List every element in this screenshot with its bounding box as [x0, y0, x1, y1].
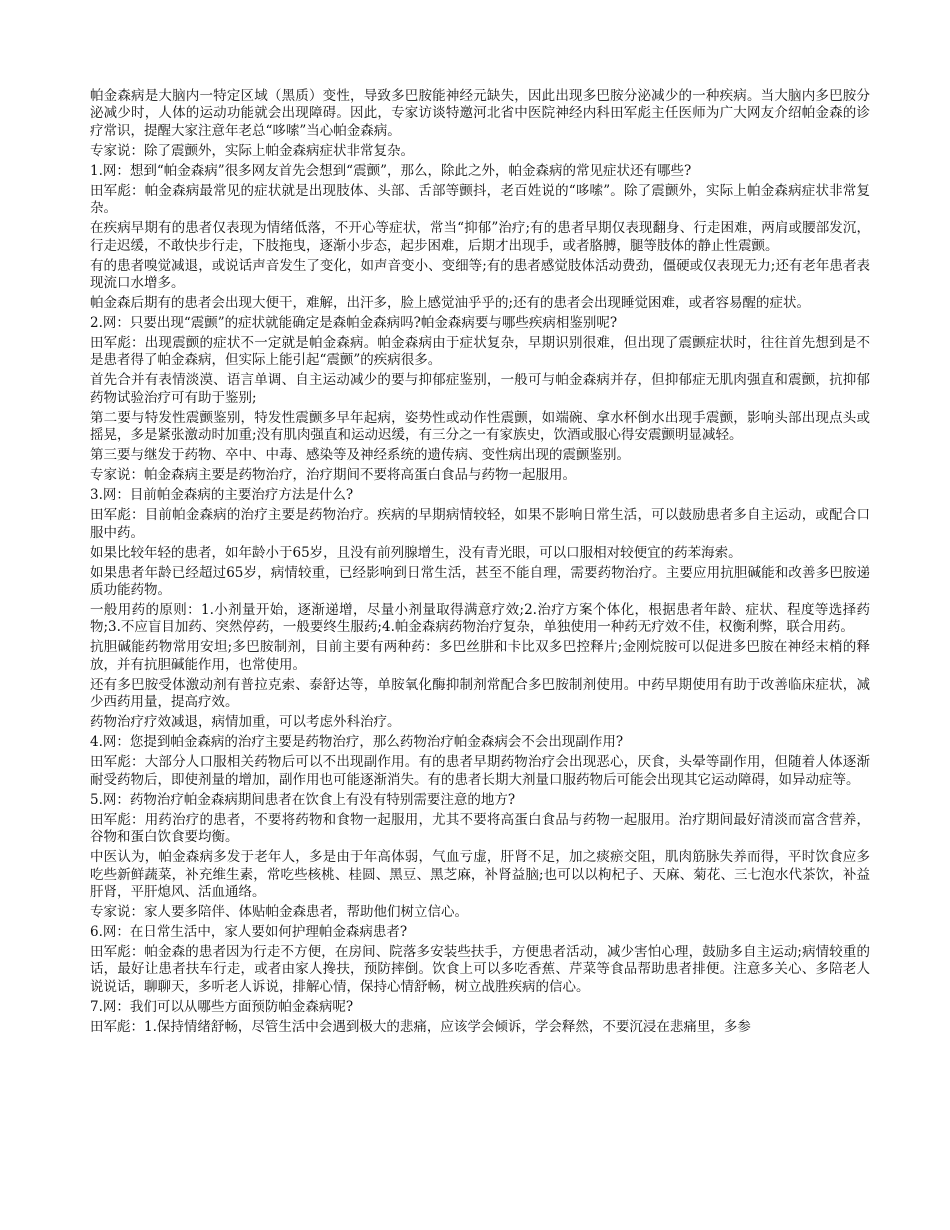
paragraph: 药物治疗疗效减退，病情加重，可以考虑外科治疗。 [90, 714, 401, 731]
paragraph: 田军彪：1.保持情绪舒畅，尽管生活中会遇到极大的悲痛，应该学会倾诉，学会释然，不要沉浸在悲痛里，多参 [90, 1018, 751, 1035]
paragraph: 2.网：只要出现“震颤”的症状就能确定是森帕金森病吗?帕金森病要与哪些疾病相鉴别呢? [90, 315, 618, 332]
paragraph: 田军彪：帕金森病最常见的症状就是出现肢体、头部、舌部等颤抖，老百姓说的“哆嗦”。除了震颤外，实际上帕金森病症状非常复杂。 [90, 182, 870, 217]
paragraph: 如果比较年轻的患者，如年龄小于65岁，且没有前列腺增生，没有青光眼，可以口服相对较便宜的药苯海索。 [90, 544, 742, 561]
paragraph: 帕金森后期有的患者会出现大便干，难解，出汗多，脸上感觉油乎乎的;还有的患者会出现睡觉困难，或者容易醒的症状。 [90, 295, 811, 312]
paragraph: 有的患者嗅觉减退，或说话声音发生了变化，如声音变小、变细等;有的患者感觉肢体活动费劲，僵硬或仅表现无力;还有老年患者表现流口水增多。 [90, 257, 870, 292]
paragraph: 田军彪：帕金森的患者因为行走不方便，在房间、院落多安装些扶手，方便患者活动，减少害怕心理，鼓励多自主运动;病情较重的话，最好让患者扶车行走，或者由家人搀扶，预防摔倒。饮食上可以多吃香蕉、芹菜等食品帮助患者排便。注意多关心、多陪老人说说话，聊聊天，多听老人诉说，排解心情，保持心情舒畅，树立战胜疾病的信心。 [90, 943, 870, 995]
paragraph: 还有多巴胺受体激动剂有普拉克索、泰舒达等，单胺氧化酶抑制剂常配合多巴胺制剂使用。中药早期使用有助于改善临床症状，减少西药用量，提高疗效。 [90, 676, 870, 711]
paragraph: 抗胆碱能药物常用安坦;多巴胺制剂，目前主要有两种药：多巴丝肼和卡比双多巴控释片;金刚烷胺可以促进多巴胺在神经末梢的释放，并有抗胆碱能作用，也常使用。 [90, 639, 870, 673]
paragraph: 3.网：目前帕金森病的主要治疗方法是什么? [90, 487, 354, 504]
paragraph: 中医认为，帕金森病多发于老年人，多是由于年高体弱，气血亏虚，肝肾不足，加之痰瘀交阻，肌肉筋脉失养而得，平时饮食应多吃些新鲜蔬菜，补充维生素，常吃些核桃、桂圆、黑豆、黑芝麻，补肾益脑;也可以以枸杞子、天麻、菊花、三七泡水代茶饮，补益肝肾，平肝熄风、活血通络。 [90, 849, 870, 900]
paragraph: 第三要与继发于药物、卒中、中毒、感染等及神经系统的遗传病、变性病出现的震颤鉴别。 [90, 447, 630, 464]
paragraph: 专家说：帕金森病主要是药物治疗，治疗期间不要将高蛋白食品与药物一起服用。 [90, 467, 576, 484]
paragraph: 4.网：您提到帕金森病的治疗主要是药物治疗，那么药物治疗帕金森病会不会出现副作用? [90, 734, 624, 751]
paragraph: 7.网：我们可以从哪些方面预防帕金森病呢? [90, 998, 354, 1015]
paragraph: 第二要与特发性震颤鉴别，特发性震颤多早年起病，姿势性或动作性震颤，如端碗、拿水杯倒水出现手震颤，影响头部出现点头或摇晃，多是紧张激动时加重;没有肌肉强直和运动迟缓，有三分之一有家族史，饮酒或服心得安震颤明显减轻。 [90, 409, 870, 444]
paragraph: 首先合并有表情淡漠、语言单调、自主运动减少的要与抑郁症鉴别，一般可与帕金森病并存，但抑郁症无肌肉强直和震颤，抗抑郁药物试验治疗可有助于鉴别; [90, 372, 870, 406]
article-body [90, 88, 870, 1039]
paragraph: 5.网：药物治疗帕金森病期间患者在饮食上有没有特别需要注意的地方? [90, 791, 516, 808]
paragraph: 田军彪：出现震颤的症状不一定就是帕金森病。帕金森病由于症状复杂，早期识别很难，但出现了震颤症状时，往往首先想到是不是患者得了帕金森病，但实际上能引起“震颤”的疾病很多。 [90, 335, 870, 369]
paragraph: 6.网：在日常生活中，家人要如何护理帕金森病患者? [90, 923, 408, 940]
paragraph: 1.网：想到“帕金森病”很多网友首先会想到“震颤”，那么，除此之外，帕金森病的常见症状还有哪些? [90, 162, 692, 179]
paragraph: 在疾病早期有的患者仅表现为情绪低落，不开心等症状，常当“抑郁”治疗;有的患者早期仅表现翻身、行走困难，两肩或腰部发沉，行走迟缓，不敢快步行走，下肢拖曳，逐渐小步态，起步困难，后期才出现手，或者胳膊，腿等肢体的静止性震颤。 [90, 220, 870, 254]
paragraph: 如果患者年龄已经超过65岁，病情较重，已经影响到日常生活，甚至不能自理，需要药物治疗。主要应用抗胆碱能和改善多巴胺递质功能药物。 [90, 564, 870, 599]
paragraph: 田军彪：目前帕金森病的治疗主要是药物治疗。疾病的早期病情较轻，如果不影响日常生活，可以鼓励患者多自主运动，或配合口服中药。 [90, 507, 870, 541]
paragraph: 专家说：除了震颤外，实际上帕金森病症状非常复杂。 [90, 142, 414, 159]
paragraph: 专家说：家人要多陪伴、体贴帕金森患者，帮助他们树立信心。 [90, 903, 468, 920]
paragraph: 田军彪：大部分人口服相关药物后可以不出现副作用。有的患者早期药物治疗会出现恶心，厌食，头晕等副作用，但随着人体逐渐耐受药物后，即使剂量的增加，副作用也可能逐渐消失。有的患者长期大剂量口服药物后可能会出现其它运动障碍，如异动症等。 [90, 754, 870, 788]
paragraph: 一般用药的原则：1.小剂量开始，逐渐递增，尽量小剂量取得满意疗效;2.治疗方案个体化，根据患者年龄、症状、程度等选择药物;3.不应盲目加药、突然停药，一般要终生服药;4.帕金森病药物治疗复杂，单独使用一种药无疗效不佳，权衡利弊，联合用药。 [90, 602, 870, 636]
paragraph: 帕金森病是大脑内一特定区域（黑质）变性，导致多巴胺能神经元缺失，因此出现多巴胺分泌减少的一种疾病。当大脑内多巴胺分泌减少时，人体的运动功能就会出现障碍。因此，专家访谈特邀河北省中医院神经内科田军彪主任医师为广大网友介绍帕金森的诊疗常识，提醒大家注意年老总“哆嗦”当心帕金森病。 [90, 88, 870, 139]
paragraph: 田军彪：用药治疗的患者，不要将药物和食物一起服用，尤其不要将高蛋白食品与药物一起服用。治疗期间最好清淡而富含营养，谷物和蛋白饮食要均衡。 [90, 811, 870, 846]
